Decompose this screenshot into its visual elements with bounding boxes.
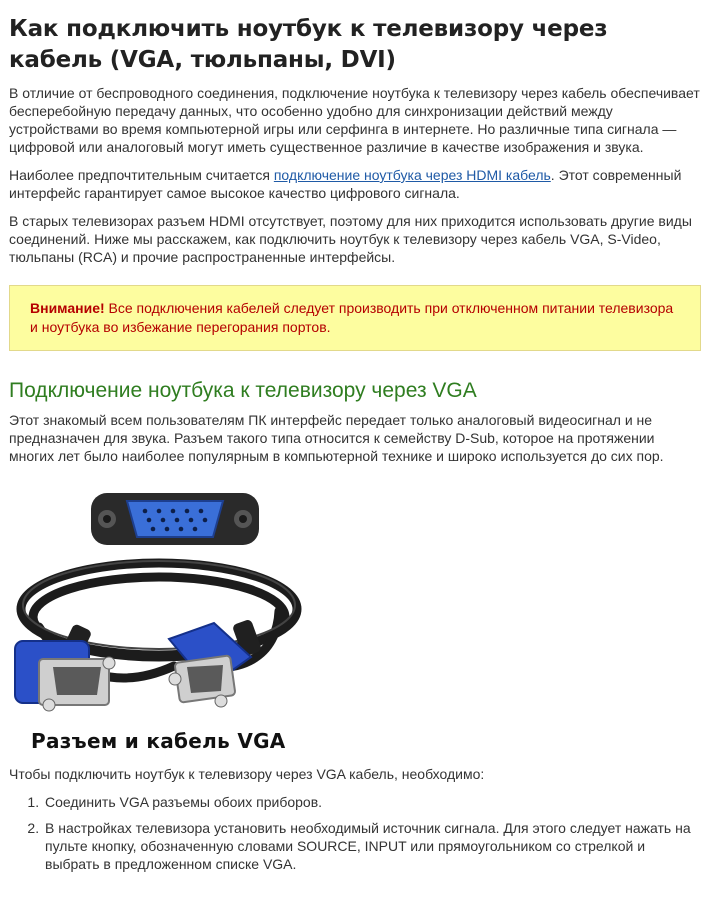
- warning-label: Внимание!: [30, 300, 105, 316]
- list-item: 2. В настройках телевизора установить необходимый источник сигнала. Для этого следует нажать на пульте кнопку, обозначенную словами SOURCE, INPUT или прямоугольником со стрелкой и выбрать в предложенном списке VGA.: [43, 819, 701, 873]
- vga-connector-top: [91, 493, 259, 545]
- page-title: Как подключить ноутбук к телевизору через кабель (VGA, тюльпаны, DVI): [9, 16, 608, 73]
- article: [0, 14, 710, 873]
- hdmi-article-link[interactable]: подключение ноутбука через HDMI кабель: [273, 167, 551, 183]
- warning-text: Все подключения кабелей следует производить при отключенном питании телевизора и ноутбука во избежание перегорания портов.: [30, 300, 674, 335]
- list-item: 1. Соединить VGA разъемы обоих приборов.: [43, 793, 701, 811]
- vga-section-heading: Подключение ноутбука к телевизору через VGA: [9, 379, 477, 402]
- vga-description: Этот знакомый всем пользователям ПК интерфейс передает только аналоговый видеосигнал и не предназначен для звука. Разъем такого типа относится к семейству D-Sub, которое на протяжении многих лет было наиболее популярным в компьютерной технике и широко используется до сих пор.: [9, 412, 664, 464]
- old-tv-paragraph: В старых телевизорах разъем HDMI отсутствует, поэтому для них приходится использовать другие виды соединений. Ниже мы расскажем, как подключить ноутбук к телевизору через кабель VGA, S-Video, тюльпаны (RCA) и прочие распространенные интерфейсы.: [9, 213, 692, 265]
- hdmi-text-before: Наиболее предпочтительным считается: [9, 167, 274, 183]
- vga-cable-illustration: [9, 491, 309, 759]
- hdmi-paragraph: [9, 166, 701, 202]
- intro-paragraph: В отличие от беспроводного соединения, подключение ноутбука к телевизору через кабель обеспечивает бесперебойную передачу данных, что особенно удобно для синхронизации действий между устройствами во время компьютерной игры или серфинга в интернете. Но различные типа сигнала — цифровой или аналоговый могут иметь существенное различие в качестве изображения и звука.: [9, 85, 700, 155]
- steps-list: [9, 793, 701, 873]
- steps-intro: Чтобы подключить ноутбук к телевизору через VGA кабель, необходимо:: [9, 766, 485, 782]
- warning-notice: [9, 285, 701, 351]
- image-caption: Разъем и кабель VGA: [31, 729, 286, 753]
- vga-cable-image: [9, 491, 309, 759]
- hdmi-text-after: . Этот современный интерфейс гарантирует самое высокое качество цифрового сигнала.: [9, 167, 682, 201]
